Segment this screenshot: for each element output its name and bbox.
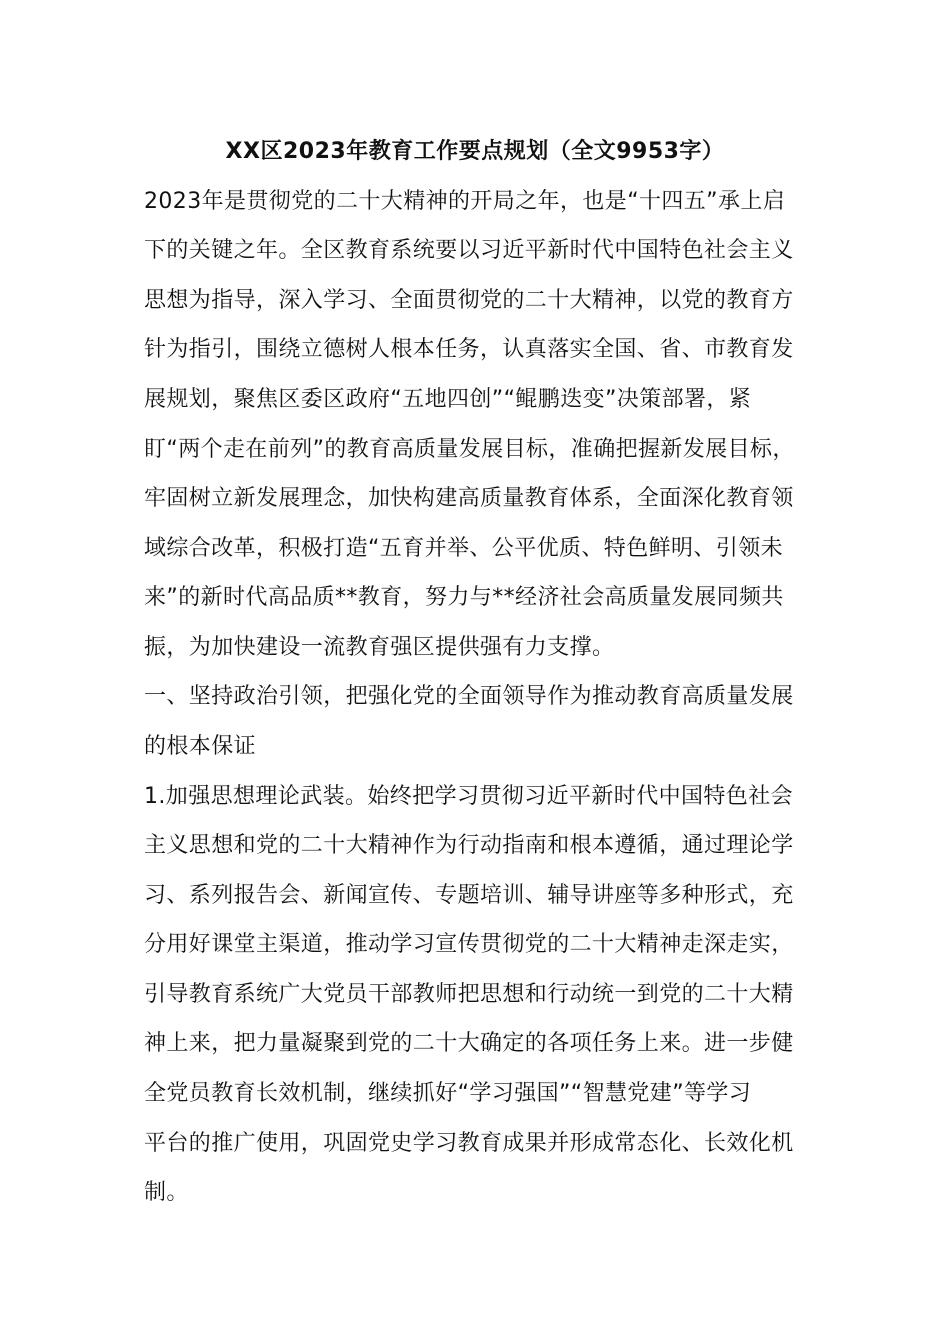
text-line: 分用好课堂主渠道，推动学习宣传贯彻党的二十大精神走深走实，: [144, 932, 794, 957]
text-line: 习、系列报告会、新闻宣传、专题培训、辅导讲座等多种形式，充: [144, 883, 794, 908]
text-line: 主义思想和党的二十大精神作为行动指南和根本遵循，通过理论学: [144, 833, 794, 858]
text-line: 来”的新时代高品质**教育，努力与**经济社会高质量发展同频共: [144, 585, 784, 610]
text-line: 盯“两个走在前列”的教育高质量发展目标，准确把握新发展目标，: [144, 437, 795, 462]
text-line: 制。: [144, 1180, 189, 1205]
text-line: 引导教育系统广大党员干部教师把思想和行动统一到党的二十大精: [144, 982, 794, 1007]
text-line: 牢固树立新发展理念，加快构建高质量教育体系，全面深化教育领: [144, 486, 794, 511]
text-line: 2023年是贯彻党的二十大精神的开局之年，也是“十四五”承上启: [144, 189, 786, 214]
text-line: 1.加强思想理论武装。始终把学习贯彻习近平新时代中国特色社会: [144, 784, 793, 809]
text-line: 全党员教育长效机制，继续抓好“学习强国”“智慧党建”等学习: [144, 1081, 752, 1106]
text-line: 针为指引，围绕立德树人根本任务，认真落实全国、省、市教育发: [144, 337, 794, 362]
section-heading: 的根本保证: [144, 734, 257, 759]
text-line: 展规划，聚焦区委区政府“五地四创”“鲲鹏迭变”决策部署，紧: [144, 387, 752, 412]
text-line: 思想为指导，深入学习、全面贯彻党的二十大精神，以党的教育方: [144, 288, 794, 313]
text-line: 振，为加快建设一流教育强区提供强有力支撑。: [144, 635, 615, 660]
text-line: 神上来，把力量凝聚到党的二十大确定的各项任务上来。进一步健: [144, 1031, 794, 1056]
text-line: 域综合改革，积极打造“五育并举、公平优质、特色鲜明、引领未: [144, 536, 783, 561]
document-title: XX区2023年教育工作要点规划（全文9953字）: [225, 139, 725, 164]
section-heading: 一、坚持政治引领，把强化党的全面领导作为推动教育高质量发展: [144, 684, 794, 709]
text-line: 下的关键之年。全区教育系统要以习近平新时代中国特色社会主义: [144, 238, 794, 263]
text-line: 平台的推广使用，巩固党史学习教育成果并形成常态化、长效化机: [144, 1131, 794, 1156]
